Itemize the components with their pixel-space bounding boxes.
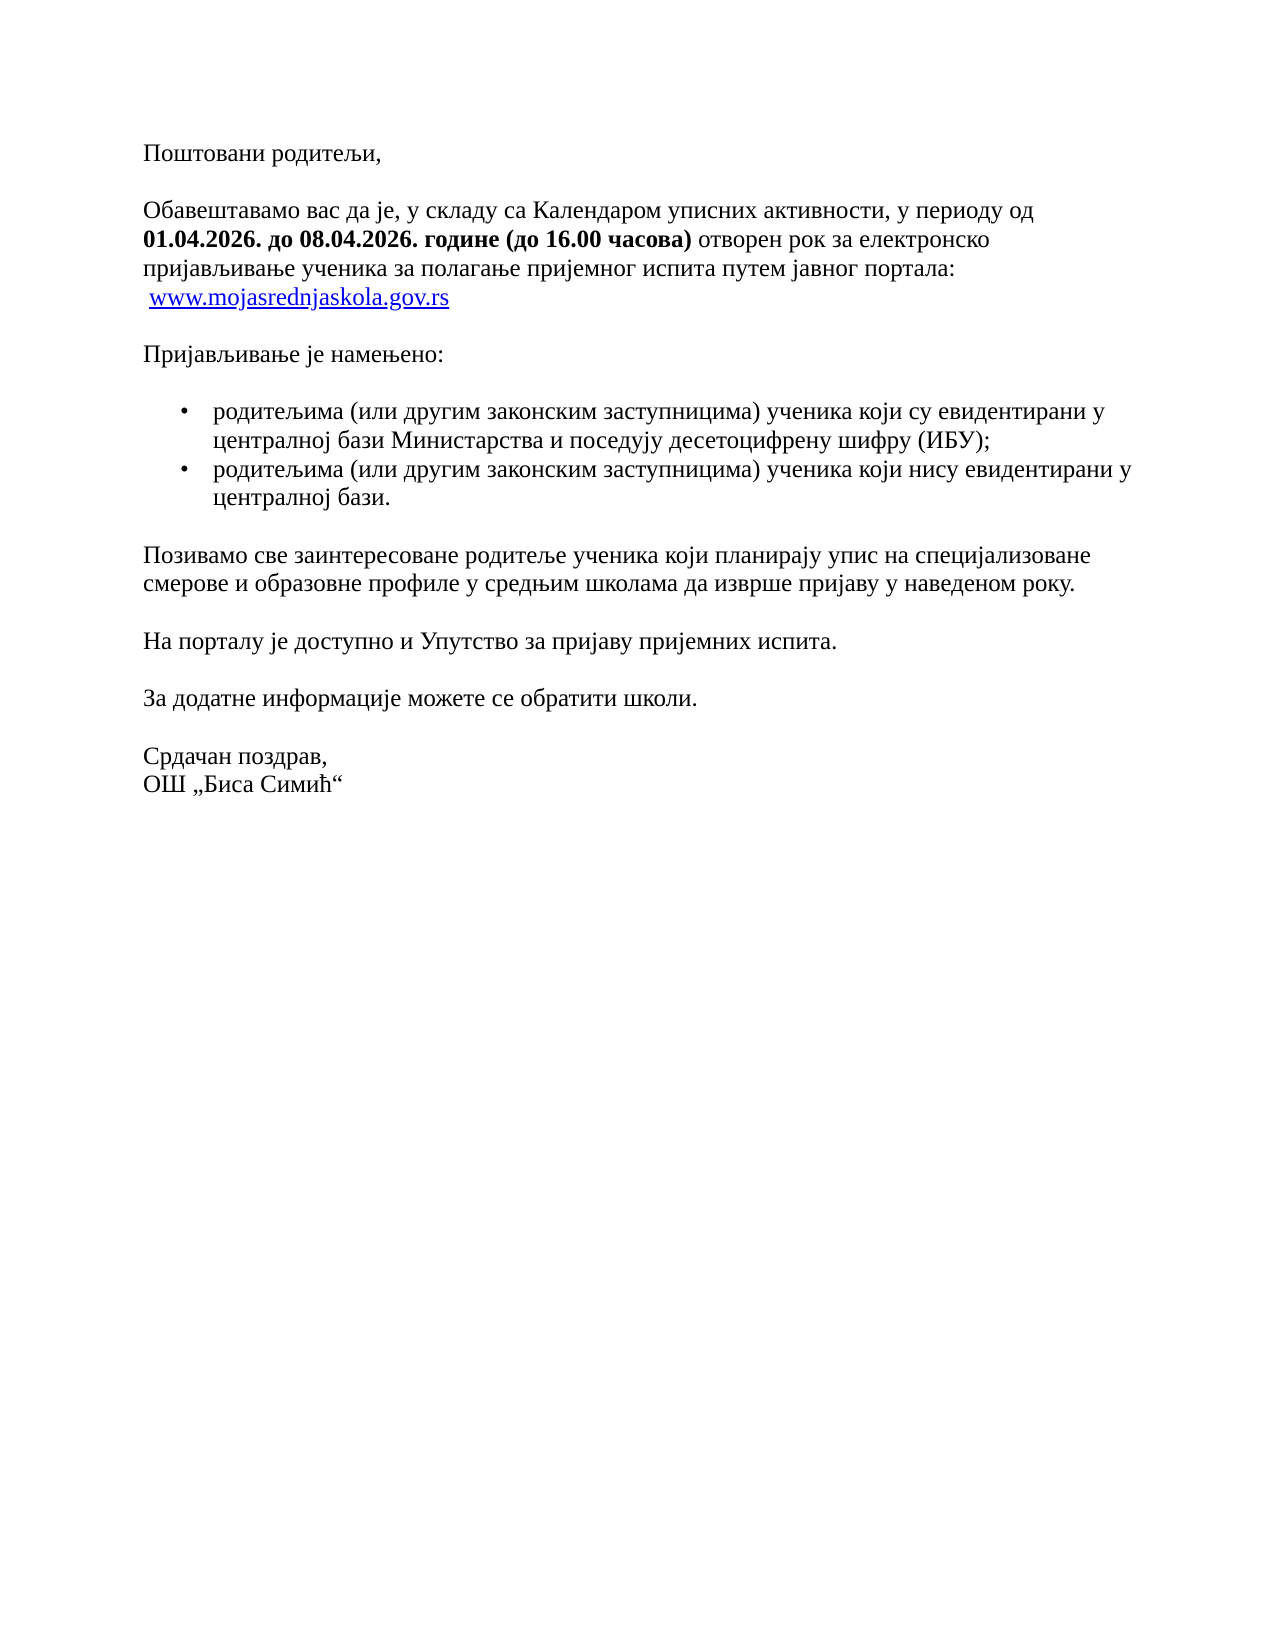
opening-text-start: Обавештавамо вас да је, у складу са Календаром уписних активности, у периоду од [143, 197, 1034, 225]
bullet-icon: • [180, 455, 189, 483]
closing-line: Срдачан поздрав, [143, 742, 328, 770]
deadline-bold-text: 01.04.2026. до 08.04.2026. године (до 16.00 часова) [143, 226, 692, 254]
signature-line: ОШ „Биса Симић“ [143, 771, 343, 799]
closing-block [143, 743, 1132, 800]
opening-paragraph [143, 197, 1132, 312]
list-item [143, 456, 1132, 513]
list-intro: Пријављивање је намењено: [143, 340, 445, 368]
list-item [143, 398, 1132, 455]
salutation: Поштовани родитељи, [143, 140, 382, 167]
list-item-text: родитељима (или другим законским заступницима) ученика који су евидентирани у централној бази Министарства и поседују десетоцифрену шифру (ИБУ); [213, 398, 1106, 454]
portal-link[interactable]: www.mojasrednjaskola.gov.rs [149, 283, 450, 311]
bullet-list [143, 398, 1132, 513]
opening-text-end: отворен рок за електронско пријављивање ученика за полагање пријемног испита путем јавног портала: [143, 226, 990, 282]
portal-instructions-paragraph: На порталу је доступно и Упутство за пријаву пријемних испита. [143, 627, 838, 655]
list-item-text: родитељима (или другим законским заступницима) ученика који нису евидентирани у централној бази. [213, 455, 1132, 512]
contact-paragraph: За додатне информације можете се обратити школи. [143, 685, 698, 713]
invitation-paragraph: Позивамо све заинтересоване родитеље ученика који планирају упис на специјализоване смерове и образовне профиле у средњим школама да изврше пријаву у наведеном року. [143, 541, 1091, 598]
bullet-icon: • [180, 398, 189, 426]
